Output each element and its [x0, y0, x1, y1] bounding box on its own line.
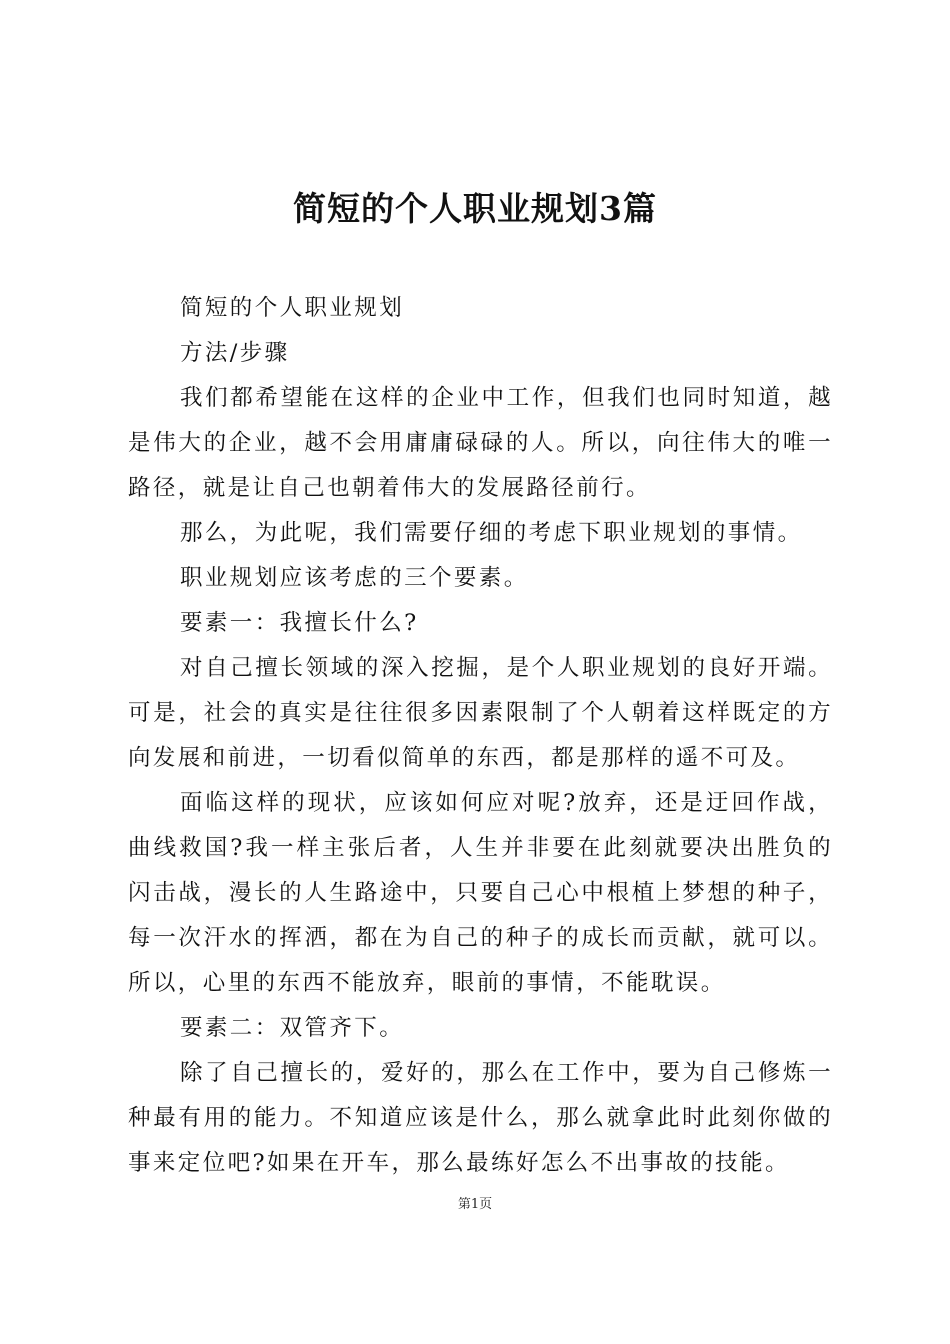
document-title: 简短的个人职业规划3篇 [293, 189, 657, 228]
paragraph: 那么，为此呢，我们需要仔细的考虑下职业规划的事情。 [180, 520, 803, 546]
paragraph: 我们都希望能在这样的企业中工作，但我们也同时知道，越是伟大的企业，越不会用庸庸碌碌的人。所以，向往伟大的唯一路径，就是让自己也朝着伟大的发展路径前行。 [128, 385, 833, 501]
paragraph: 除了自己擅长的，爱好的，那么在工作中，要为自己修炼一种最有用的能力。不知道应该是什么，那么就拿此时此刻你做的事来定位吧?如果在开车，那么最练好怎么不出事故的技能。 [128, 1060, 833, 1176]
page-number: 第1页 [457, 1197, 493, 1212]
paragraph: 对自己擅长领域的深入挖掘，是个人职业规划的良好开端。可是，社会的真实是往往很多因素限制了个人朝着这样既定的方向发展和前进，一切看似简单的东西，都是那样的遥不可及。 [128, 655, 833, 771]
paragraph: 面临这样的现状，应该如何应对呢?放弃，还是迂回作战，曲线救国?我一样主张后者，人生并非要在此刻就要决出胜负的闪击战，漫长的人生路途中，只要自己心中根植上梦想的种子，每一次汗水的挥洒，都在为自己的种子的成长而贡献，就可以。所以，心里的东西不能放弃，眼前的事情，不能耽误。 [128, 790, 833, 996]
paragraph: 简短的个人职业规划 [180, 295, 405, 321]
document-body [128, 286, 833, 1186]
paragraph: 方法/步骤 [180, 340, 290, 366]
paragraph: 要素二：双管齐下。 [180, 1015, 405, 1041]
paragraph: 职业规划应该考虑的三个要素。 [180, 565, 529, 591]
paragraph: 要素一：我擅长什么? [180, 610, 419, 636]
